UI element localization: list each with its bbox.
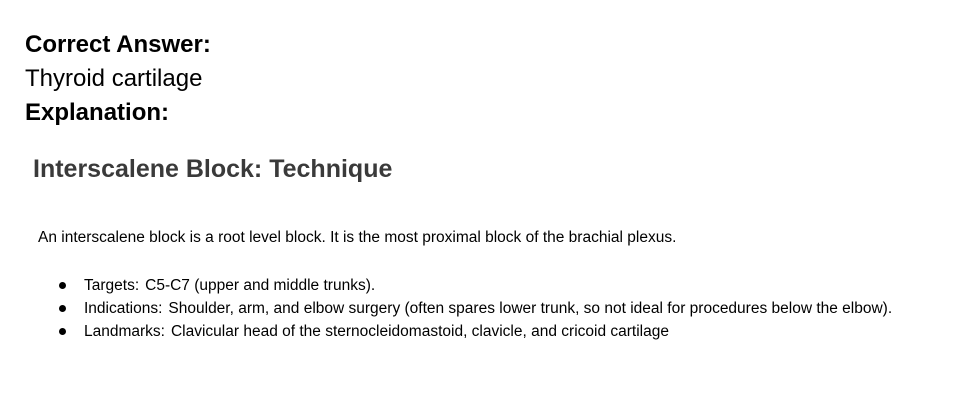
bullet-label: Targets: [84, 277, 140, 294]
answer-block [25, 28, 211, 130]
bullet-dot-icon [59, 282, 66, 289]
explanation-heading: Explanation: [25, 99, 170, 126]
bullet-label: Indications: [84, 300, 163, 317]
bullet-item-targets [56, 274, 892, 297]
bullet-item-indications [56, 297, 892, 320]
correct-answer-heading: Correct Answer: [25, 31, 211, 58]
bullet-label: Landmarks: [84, 323, 165, 340]
correct-answer-value: Thyroid cartilage [25, 65, 203, 92]
bullet-dot-icon [59, 305, 66, 312]
bullet-text: Clavicular head of the sternocleidomastoid, clavicle, and cricoid cartilage [170, 323, 669, 340]
bullet-dot-icon [59, 328, 66, 335]
bullet-text: C5-C7 (upper and middle trunks). [145, 277, 376, 294]
bullet-list [56, 274, 892, 343]
bullet-text: Shoulder, arm, and elbow surgery (often spares lower trunk, so not ideal for procedures below the elbow). [168, 300, 893, 317]
bullet-item-landmarks [56, 320, 892, 343]
intro-paragraph: An interscalene block is a root level block. It is the most proximal block of the brachial plexus. [38, 229, 677, 246]
section-title: Interscalene Block: Technique [33, 155, 393, 183]
